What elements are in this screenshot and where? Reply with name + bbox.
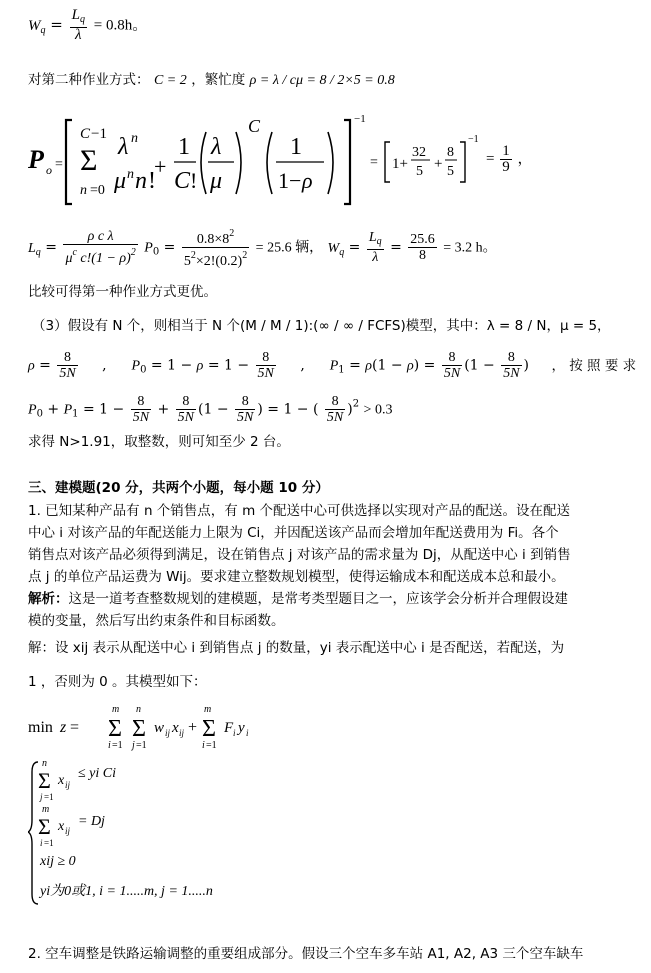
svg-text:Σ: Σ [38,814,51,839]
svg-text:x: x [58,773,65,788]
svg-text:!: ! [190,168,198,193]
svg-text:o: o [46,163,52,177]
svg-text:j: j [132,740,135,751]
svg-text:C: C [248,116,261,136]
part3-req: ， 按 照 要 求 [551,357,637,374]
svg-text:=: = [70,719,80,736]
p0-formula [28,112,628,212]
svg-text:ij: ij [65,826,71,836]
svg-text:x: x [172,720,179,736]
problem1-line: 点 j 的单位产品运费为 Wij。要求建立整数规划模型，使得运输成本和配送成本总和最小。 [28,569,565,585]
svg-text:5: 5 [447,164,454,179]
svg-text:j: j [40,792,43,802]
svg-text:=1: =1 [112,740,123,751]
svg-text:i: i [246,728,249,738]
svg-text:C: C [80,126,91,142]
svg-text:w: w [154,720,165,736]
analysis-line-2: 模的变量，然后写出约束条件和目标函数。 [28,613,285,629]
svg-text:m: m [42,804,50,815]
svg-text:n: n [80,183,87,198]
svg-text:m: m [204,704,212,715]
svg-text:ij: ij [165,728,171,738]
part3-inequality: $P_0 + P_1 = 1$ − $\frac{8}{5N}$ + $\frac{8}{5N}$ (1 − $\frac{8}{5N}$ ) = 1 − ( $\frac{8}{5N}$ )$^2$ > 0.3 [28,394,393,425]
second-method-mid: ，繁忙度 [191,72,246,88]
svg-text:y: y [238,720,245,736]
svg-text:ij: ij [65,780,71,790]
part3-text: （3）假设有 N 个，则相当于 N 个(M / M / 1):(∞ / ∞ / FCFS)模型，其中：λ = 8 / N，μ = 5， [32,318,611,334]
svg-text:λ: λ [211,134,222,160]
svg-text:1−: 1− [278,168,302,193]
svg-text:Σ: Σ [132,716,146,742]
svg-text:+: + [188,719,198,736]
compare-text: 比较可得第一种作业方式更优。 [28,284,217,300]
objective [28,702,348,752]
svg-text:1: 1 [290,134,302,160]
problem2-line: 2. 空车调整是铁路运输调整的重要组成部分。假设三个空车多车站 A1, A2, A3 三个空车缺车 [28,946,584,962]
svg-text:min: min [28,719,53,736]
svg-text:n: n [42,758,47,769]
svg-text:1: 1 [178,134,190,160]
svg-text:μ: μ [114,168,127,194]
svg-text:=1: =1 [44,792,54,802]
constraint3: xij ≥ 0 [40,854,76,869]
svg-text:λ: λ [118,134,129,160]
svg-text:F: F [224,720,234,736]
constraint4: yi为0或1, i = 1.....m, j = 1.....n [40,884,213,899]
problem1-line: 1. 已知某种产品有 n 个销售点，有 m 个配送中心可供选择以实现对产品的配送。设在配送 [28,503,571,519]
svg-text:C: C [174,168,191,194]
svg-text:ij: ij [179,728,185,738]
svg-text:−1: −1 [354,113,366,125]
svg-text:−1: −1 [91,126,107,142]
svg-text:Σ: Σ [80,144,98,177]
second-method-c: C = 2 [153,73,187,88]
section3-heading: 三、建模题(20 分，共两个小题，每小题 10 分） [28,480,329,496]
svg-text:+: + [154,154,167,179]
svg-text:i: i [40,838,43,848]
solution-line-2: 1 ，否则为 0 。其模型如下： [28,674,207,690]
svg-text:=1: =1 [44,838,54,848]
svg-text:!: ! [148,168,156,194]
svg-text:n: n [131,131,138,146]
second-method-rho: ρ = λ / cμ = 8 / 2×5 = 0.8 [249,73,395,88]
svg-text:5: 5 [416,164,423,179]
svg-text:i: i [108,740,111,751]
svg-text:=1: =1 [206,740,217,751]
svg-text:m: m [112,704,120,715]
solution-line-1: 解：设 xij 表示从配送中心 i 到销售点 j 的数量，yi 表示配送中心 i 是否配送，若配送，为 [28,640,565,656]
analysis-line [28,588,628,610]
wq-first-formula: $W_q$ = $\frac{L_q}{\lambda}$ = 0.8h。 [28,7,148,43]
second-method-prefix: 对第二种作业方式： [28,72,150,88]
p0-result: = $\frac{1}{9}$ ， [486,143,533,175]
svg-text:μ: μ [210,168,223,194]
objective-graphic [28,702,348,752]
wq-result: = 3.2 h。 [443,240,497,256]
problem1-line: 中心 i 对该产品的年配送能力上限为 Ci，并因配送该产品而会增加年配送费用为 Fi。各个 [28,525,559,541]
wq-first-result: = 0.8h。 [93,17,148,34]
svg-text:=1: =1 [136,740,147,751]
svg-text:n: n [127,167,134,182]
svg-text:Σ: Σ [202,716,216,742]
constraint2: = Dj [78,814,105,829]
second-method-line [28,70,395,91]
svg-text:=: = [370,155,378,170]
p0-formula-graphic [28,112,628,212]
svg-text:z: z [60,719,67,736]
svg-text:Σ: Σ [38,768,51,793]
svg-text:i: i [202,740,205,751]
svg-text:P: P [28,145,44,174]
problem1 [28,500,628,632]
svg-text:n: n [135,168,147,194]
analysis-label: 解析： [28,591,69,607]
part3-conclusion: 求得 N>1.91，取整数，则可知至少 2 台。 [28,434,290,450]
lq-wq-line: $L_q$ = $\frac{\text{ρ c λ}}{\mu^c c!(1 - \rho)^2}$ $P_0$ = $\frac{0.8\times 8^2}{5^2\times 2!(0.2)^2}$ = 25.6 辆， $W_q$ = $\frac{L_q}{\lambda}$ = $\frac{25.6}{8}$ = 3.2 h。 [28,228,497,269]
svg-text:n: n [136,704,141,715]
constraint1: ≤ yi Ci [78,766,117,781]
part3-formulas: ρ = $\frac{8}{5N}$ , $P_0 = 1 - \rho = 1$ − $\frac{8}{5N}$ , $P_1 = \rho(1 - \rho)$ = $\frac{8}{5N}$ (1 − $\frac{8}{5N}$ ) ， 按 照 要 求 [28,350,637,381]
svg-text:8: 8 [447,145,454,160]
svg-text:Σ: Σ [108,716,122,742]
svg-text:x: x [58,819,65,834]
svg-text:+: + [434,156,443,172]
problem1-line: 销售点对该产品必须得到满足，设在销售点 j 对该产品的需求量为 Dj，从配送中心 i 到销售 [28,547,571,563]
part3-ineq-end: > 0.3 [363,402,393,418]
svg-text:1+: 1+ [392,156,408,172]
svg-text:i: i [233,728,236,738]
svg-text:=0: =0 [90,183,105,198]
svg-text:=: = [55,157,63,172]
svg-text:−1: −1 [468,134,479,145]
lq-result: = 25.6 辆， [255,240,324,256]
analysis-text: 这是一道考查整数规划的建模题，是常考类型题目之一，应该学会分析并合理假设建 [68,591,568,607]
svg-text:ρ: ρ [302,168,313,193]
svg-text:32: 32 [412,145,426,160]
constraints [28,758,348,908]
